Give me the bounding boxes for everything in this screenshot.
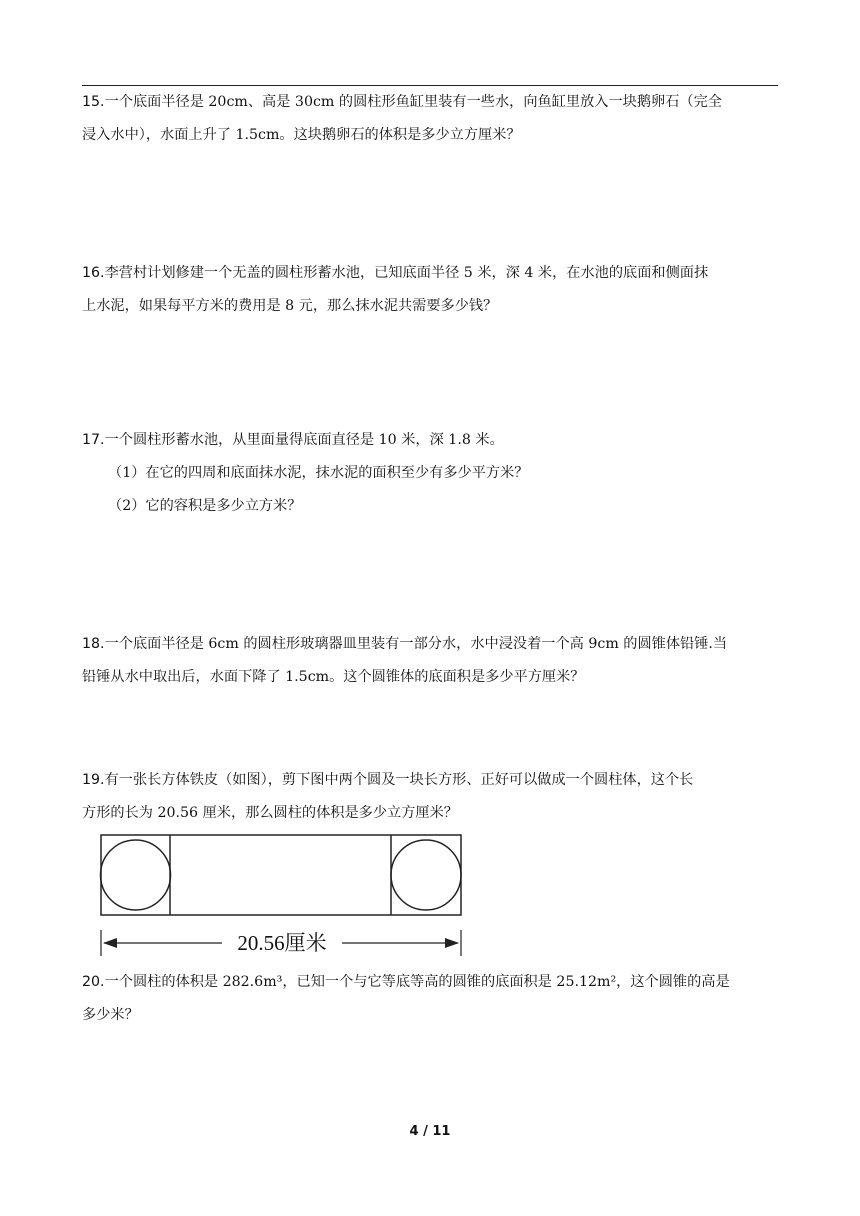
page-number: 4 / 11 [409, 1124, 451, 1139]
question-19 [82, 764, 782, 830]
question-text: 一个圆柱的体积是 282.6m³，已知一个与它等底等高的圆锥的底面积是 25.12m²，这个圆锥的高是 [104, 974, 730, 990]
question-15 [82, 86, 782, 152]
left-arrowhead [103, 938, 117, 948]
question-line: 铅锤从水中取出后，水面下降了 1.5cm。这个圆锥体的底面积是多少平方厘米？ [82, 669, 585, 685]
question-line [82, 966, 782, 999]
question-number: 18. [82, 636, 105, 652]
outer-rectangle [101, 835, 461, 915]
question-number: 16. [82, 265, 105, 281]
question-line [82, 764, 782, 797]
question-20 [82, 966, 782, 1032]
question-text: 李营村计划修建一个无盖的圆柱形蓄水池，已知底面半径 5 米，深 4 米，在水池的底面和侧面抹 [104, 265, 709, 281]
question-line [82, 424, 782, 457]
right-arrowhead [445, 938, 459, 948]
question-text: 一个底面半径是 6cm 的圆柱形玻璃器皿里装有一部分水，水中浸没着一个高 9cm 的圆锥体铅锤.当 [104, 636, 728, 652]
question-16 [82, 257, 782, 323]
question-line: 上水泥，如果每平方米的费用是 8 元，那么抹水泥共需要多少钱？ [82, 298, 498, 314]
question-number: 19. [82, 772, 105, 788]
dimension-label: 20.56厘米 [237, 931, 327, 955]
question-number: 17. [82, 432, 105, 448]
question-line [82, 86, 782, 119]
question-line [82, 628, 782, 661]
question-text: 一个圆柱形蓄水池，从里面量得底面直径是 10 米，深 1.8 米。 [104, 432, 504, 448]
question-line [82, 257, 782, 290]
question-number: 15. [82, 94, 105, 110]
question-text: 有一张长方体铁皮（如图），剪下图中两个圆及一块长方形、正好可以做成一个圆柱体，这个长 [104, 772, 694, 788]
question-line: 浸入水中），水面上升了 1.5cm。这块鹅卵石的体积是多少立方厘米？ [82, 127, 521, 143]
question-number: 20. [82, 974, 105, 990]
right-circle [391, 840, 461, 910]
sheet-diagram [98, 832, 464, 960]
left-circle [101, 840, 171, 910]
question-17 [82, 424, 782, 523]
question-text: 一个底面半径是 20cm、高是 30cm 的圆柱形鱼缸里装有一些水，向鱼缸里放入一块鹅卵石（完全 [104, 94, 722, 110]
question-18 [82, 628, 782, 694]
question-line: 多少米？ [82, 1007, 139, 1023]
sub-question-2: （2）它的容积是多少立方米？ [108, 498, 302, 514]
question-line: 方形的长为 20.56 厘米，那么圆柱的体积是多少立方厘米？ [82, 805, 458, 821]
sub-question-1: （1）在它的四周和底面抹水泥，抹水泥的面积至少有多少平方米？ [108, 465, 529, 481]
